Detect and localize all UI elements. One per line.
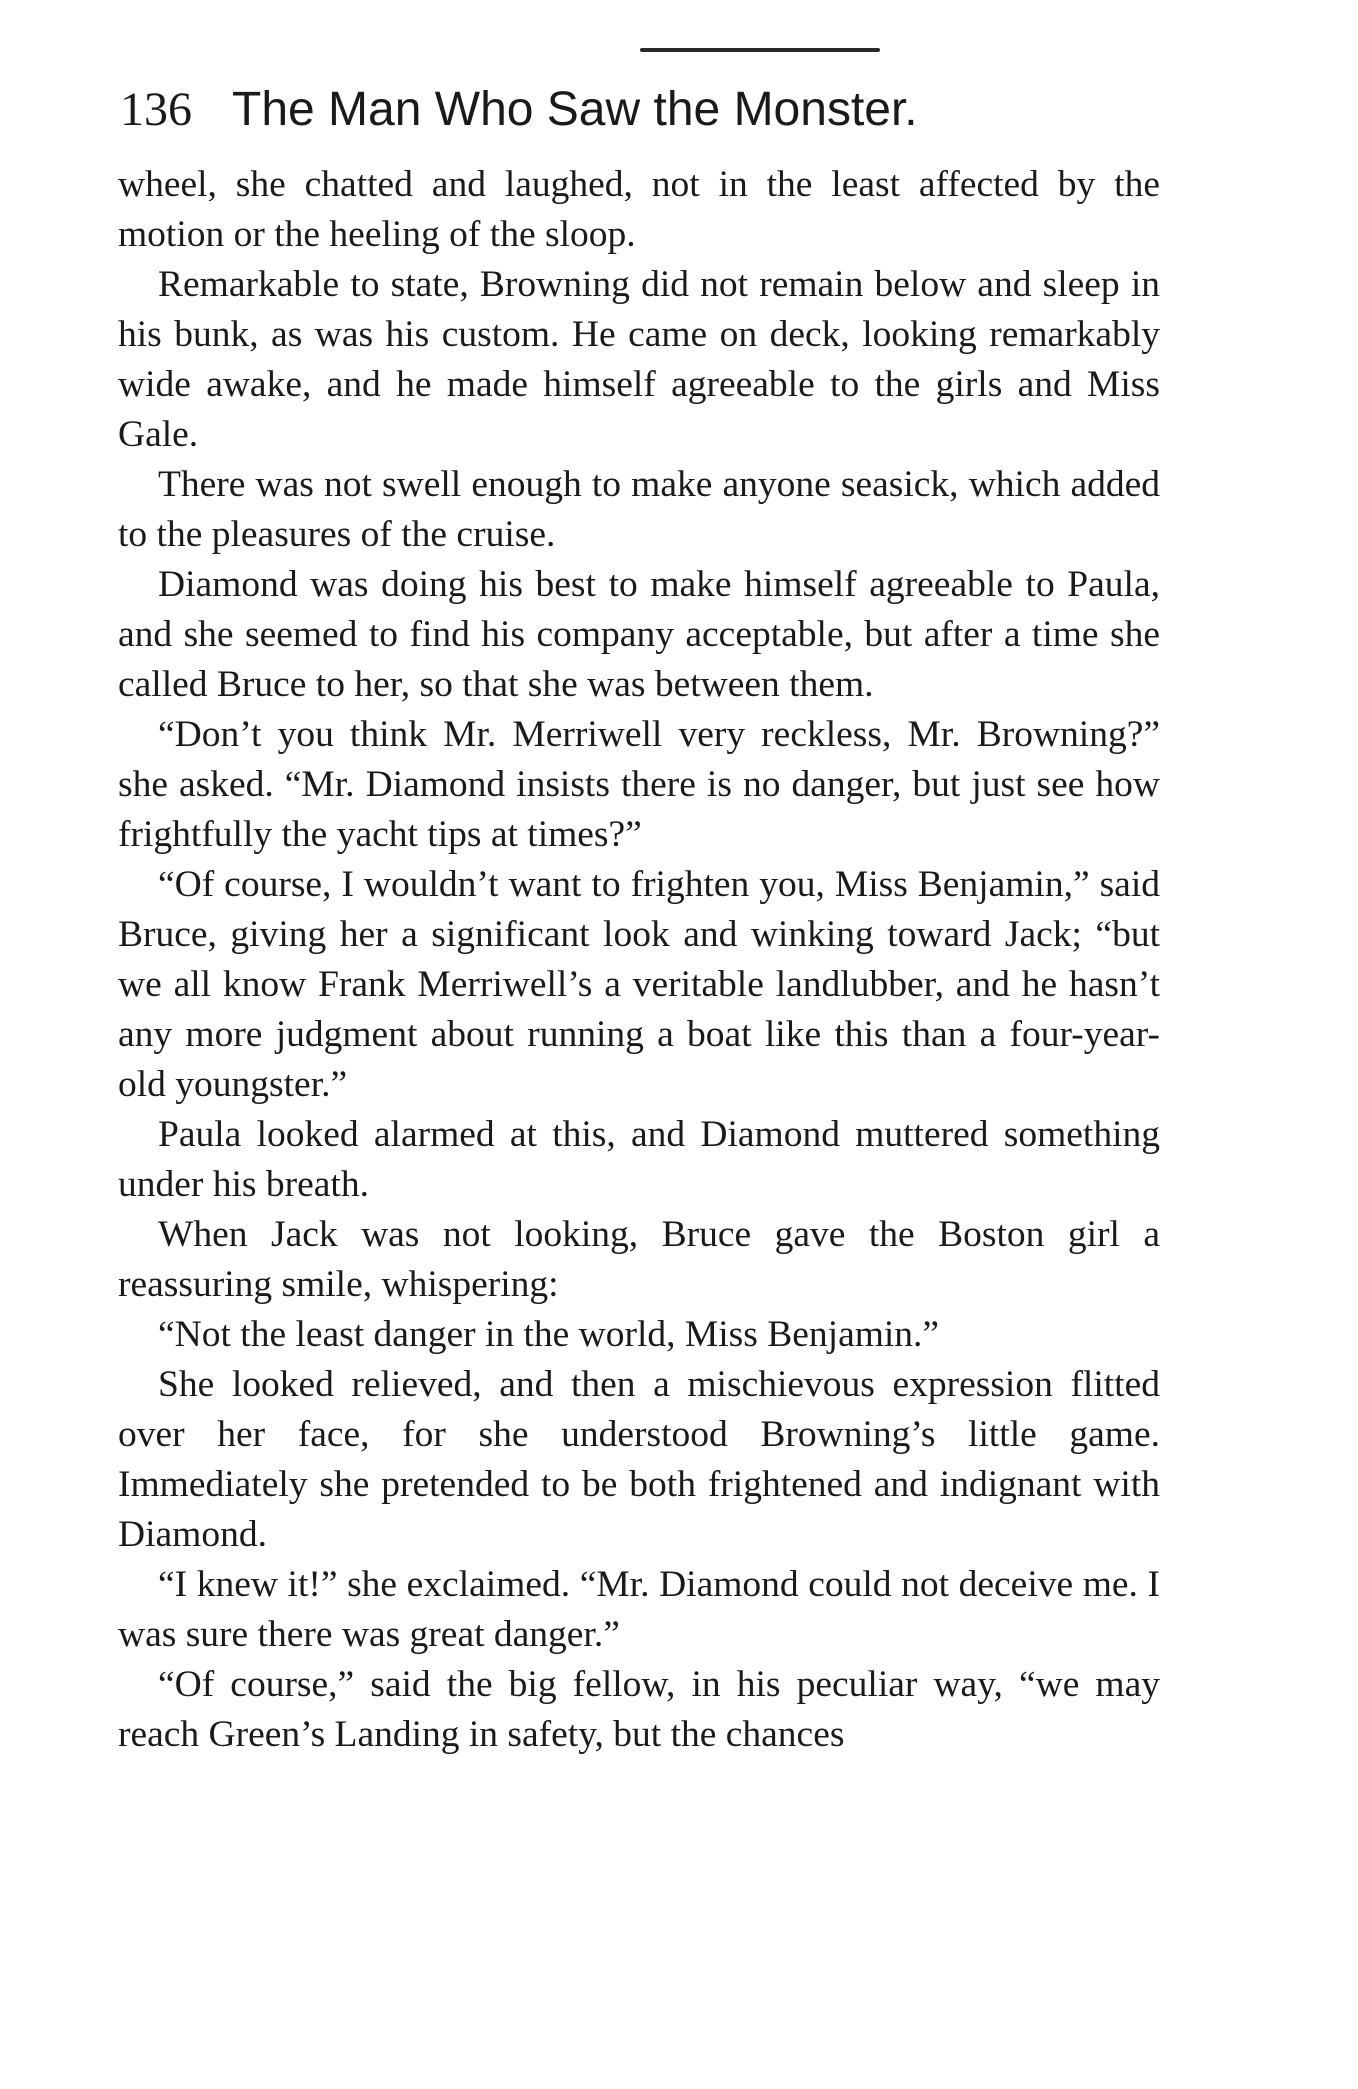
page-body — [118, 160, 1160, 1760]
paragraph: There was not swell enough to make anyone seasick, which added to the pleasures of the cruise. — [118, 464, 1160, 555]
paragraph: Remarkable to state, Browning did not remain below and sleep in his bunk, as was his custom. He came on deck, looking remarkably wide awake, and he made himself agreeable to the girls and Miss Gale. — [118, 264, 1160, 455]
paragraph: “Not the least danger in the world, Miss Benjamin.” — [158, 1314, 940, 1355]
paragraph: “I knew it!” she exclaimed. “Mr. Diamond could not deceive me. I was sure there was great danger.” — [118, 1564, 1160, 1655]
running-title: The Man Who Saw the Monster. — [232, 83, 918, 136]
paragraph: Diamond was doing his best to make himself agreeable to Paula, and she seemed to find his company acceptable, but after a time she called Bruce to her, so that she was between them. — [118, 564, 1160, 705]
paragraph: Paula looked alarmed at this, and Diamond muttered something under his breath. — [118, 1114, 1160, 1205]
paragraph: When Jack was not looking, Bruce gave the Boston girl a reassuring smile, whispering: — [118, 1214, 1160, 1305]
paragraph: wheel, she chatted and laughed, not in the least affected by the motion or the heeling of the sloop. — [118, 164, 1160, 255]
header-rule — [640, 48, 880, 52]
paragraph: “Of course,” said the big fellow, in his peculiar way, “we may reach Green’s Landing in safety, but the chances — [118, 1664, 1160, 1755]
page-number: 136 — [120, 83, 192, 136]
paragraph: “Don’t you think Mr. Merriwell very reckless, Mr. Browning?” she asked. “Mr. Diamond insists there is no danger, but just see how frightfully the yacht tips at times?” — [118, 714, 1160, 855]
paragraph: She looked relieved, and then a mischievous expression flitted over her face, for she understood Browning’s little game. Immediately she pretended to be both frightened and indignant with Diamond. — [118, 1364, 1160, 1555]
page-header — [120, 70, 1170, 150]
paragraph: “Of course, I wouldn’t want to frighten you, Miss Benjamin,” said Bruce, giving her a significant look and winking toward Jack; “but we all know Frank Merriwell’s a veritable landlubber, and he hasn’t any more judgment about running a boat like this than a four-year-old youngster.” — [118, 864, 1160, 1105]
